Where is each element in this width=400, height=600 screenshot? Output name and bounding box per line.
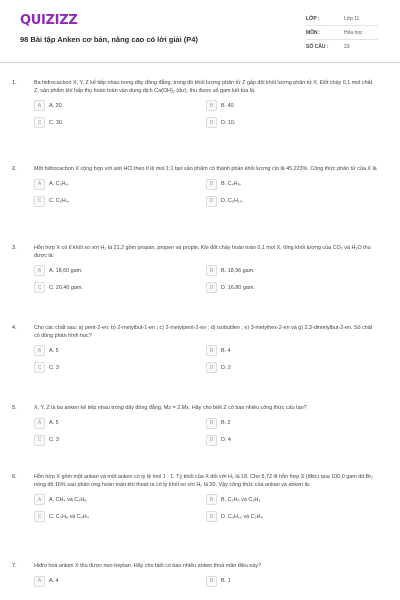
option-text: C. C₃H₈ và C₂H₄ <box>49 513 89 520</box>
option-letter-badge: D <box>206 196 217 207</box>
option-text: B. 40 <box>221 102 234 109</box>
option-d[interactable] <box>206 196 378 207</box>
option-text: A. 5 <box>49 347 59 354</box>
option-b[interactable] <box>206 179 378 190</box>
option-text: C. 3 <box>49 364 59 371</box>
option-a[interactable] <box>34 100 206 111</box>
question-number: 1. <box>12 80 17 86</box>
option-letter-badge: B <box>206 265 217 276</box>
question-number: 3. <box>12 245 17 251</box>
answer-options <box>34 494 378 522</box>
option-letter-badge: A <box>34 100 45 111</box>
meta-value: Hóa học <box>344 29 363 36</box>
option-text: C. 30. <box>49 119 64 126</box>
quizizz-logo: QUIZIZZ <box>20 13 78 28</box>
option-b[interactable] <box>206 265 378 276</box>
option-c[interactable] <box>34 196 206 207</box>
option-b[interactable] <box>206 345 378 356</box>
question-text: Một hiđrocacbon X cộng hợp với axit HCl theo tỉ lệ mol 1:1 tạo sản phẩm có thành phần khối lượng clo là 45,223%. Công thức phân tử của X là <box>34 166 377 172</box>
option-letter-badge: A <box>34 179 45 190</box>
answer-options <box>34 179 378 207</box>
page-title: 98 Bài tập Anken cơ bản, nâng cao có lời giải (P4) <box>20 35 198 44</box>
option-text: D. 4 <box>221 437 231 444</box>
answer-options <box>34 418 378 446</box>
option-text: B. 18,96 gam. <box>221 267 255 274</box>
option-text: D. 16,80 gam. <box>221 284 255 291</box>
option-letter-badge: A <box>34 576 45 587</box>
option-letter-badge: B <box>206 179 217 190</box>
option-letter-badge: B <box>206 418 217 429</box>
option-letter-badge: A <box>34 418 45 429</box>
question-3 <box>12 245 378 293</box>
option-letter-badge: B <box>206 100 217 111</box>
option-text: C. C₂H₄. <box>49 198 70 205</box>
option-c[interactable] <box>34 435 206 446</box>
question-text: Hiđro hoá anken X thu được neo-heptan. Hãy cho biết có bao nhiêu anken thoả mãn điều này? <box>34 563 262 569</box>
question-text: Hỗn hợp X có tỉ khối so với H₂ là 21,2 gồm propan, propen và propin. Khi đốt cháy hoàn toàn 0,1 mol X, tổng khối lượng của CO₂ và H₂O thu được là: <box>34 245 371 259</box>
meta-row-subject <box>306 26 378 40</box>
option-text: C. 3 <box>49 437 59 444</box>
option-letter-badge: C <box>34 435 45 446</box>
option-text: A. 5 <box>49 420 59 427</box>
option-text: A. CH₄ và C₄H₈ <box>49 496 87 503</box>
question-text: Cho các chất sau: a) pent-2-en; b) 2-metylbut-1-en ; c) 2-metylpent-2-en ; d) isobutilen ; e) 3-metylhex-2-en và g) 2,3-dimetylbut-2-en. Số chất có đồng phân hình học? <box>34 325 373 339</box>
option-b[interactable] <box>206 100 378 111</box>
option-a[interactable] <box>34 345 206 356</box>
question-1 <box>12 80 378 128</box>
meta-label: LỚP : <box>306 15 320 22</box>
answer-options <box>34 345 378 373</box>
option-letter-badge: B <box>206 494 217 505</box>
meta-label: SỐ CÂU : <box>306 44 329 50</box>
option-text: A. 20. <box>49 102 64 109</box>
option-letter-badge: A <box>34 265 45 276</box>
answer-options <box>34 265 378 293</box>
option-d[interactable] <box>206 282 378 293</box>
option-text: D. C₅H₁₀. <box>221 198 244 205</box>
option-a[interactable] <box>34 576 206 587</box>
question-2 <box>12 166 378 207</box>
question-number: 5. <box>12 405 17 411</box>
option-b[interactable] <box>206 576 378 587</box>
answer-options <box>34 100 378 128</box>
header <box>18 0 378 62</box>
option-d[interactable] <box>206 435 378 446</box>
option-d[interactable] <box>206 511 378 522</box>
option-text: D. C₄H₁₀ và C₂H₄ <box>221 513 263 520</box>
meta-row-class <box>306 12 378 26</box>
question-6 <box>12 474 378 522</box>
option-letter-badge: D <box>206 117 217 128</box>
meta-row-count <box>306 40 378 54</box>
option-text: A. 4 <box>49 578 59 585</box>
question-number: 6. <box>12 474 17 480</box>
option-text: A. C₃H₆. <box>49 181 70 188</box>
meta-table <box>306 12 378 54</box>
question-number: 4. <box>12 325 17 331</box>
question-number: 2. <box>12 166 17 172</box>
option-b[interactable] <box>206 494 378 505</box>
option-letter-badge: C <box>34 362 45 373</box>
option-text: C. 20,40 gam. <box>49 284 83 291</box>
option-letter-badge: C <box>34 117 45 128</box>
option-text: B. 2 <box>221 420 231 427</box>
option-d[interactable] <box>206 117 378 128</box>
question-text: X, Y, Z là ba anken kế tiếp nhau trong dãy đồng đẳng, Mz = 2.Mx. Hãy cho biết Z có bao nhiêu công thức cấu tạo? <box>34 405 307 411</box>
option-text: B. C₂H₆ và C₃H₆ <box>221 496 261 503</box>
question-5 <box>12 405 378 446</box>
option-a[interactable] <box>34 179 206 190</box>
option-c[interactable] <box>34 117 206 128</box>
question-4 <box>12 325 378 373</box>
option-letter-badge: C <box>34 196 45 207</box>
option-a[interactable] <box>34 418 206 429</box>
option-text: B. C₄H₈. <box>221 181 242 188</box>
option-letter-badge: A <box>34 494 45 505</box>
option-text: B. 1 <box>221 578 231 585</box>
question-text: Hỗn hợp X gồm một ankan và một anken có tỷ lệ mol 1 : 1. Tỷ khối của X đối với H₂ là 18. Cho 6,72 lít hỗn hợp X (đktc) qua 100,0 gam dd Br₂ nồng độ 16% sau phản ứng hoàn toàn khí thoát ra có tỷ khối so với H₂ là 20. Vậy công thức của ankan và anken là: <box>34 474 374 488</box>
option-text: D. 10. <box>221 119 236 126</box>
meta-label: MÔN : <box>306 29 321 36</box>
option-a[interactable] <box>34 494 206 505</box>
option-letter-badge: D <box>206 362 217 373</box>
option-letter-badge: B <box>206 576 217 587</box>
question-number: 7. <box>12 563 17 569</box>
option-letter-badge: C <box>34 511 45 522</box>
option-text: B. 4 <box>221 347 231 354</box>
option-letter-badge: C <box>34 282 45 293</box>
header-divider <box>0 62 400 63</box>
meta-value: Lớp 11 <box>344 15 360 22</box>
option-a[interactable] <box>34 265 206 276</box>
option-letter-badge: D <box>206 511 217 522</box>
option-letter-badge: D <box>206 282 217 293</box>
option-text: D. 2 <box>221 364 231 371</box>
option-c[interactable] <box>34 362 206 373</box>
option-c[interactable] <box>34 282 206 293</box>
option-d[interactable] <box>206 362 378 373</box>
option-c[interactable] <box>34 511 206 522</box>
option-letter-badge: A <box>34 345 45 356</box>
question-text: Ba hiđrocacbon X, Y, Z kế tiếp nhau trong dãy đồng đẳng, trong đó khối lượng phân tử Z gấp đôi khối lượng phân tử X. Đốt cháy 0,1 mol chất Z, sản phẩm khí hấp thụ hoàn toàn vào dung dịch Ca(OH)₂ (dư), thu được số gam kết tủa là: <box>34 80 373 94</box>
option-b[interactable] <box>206 418 378 429</box>
question-7 <box>12 563 378 587</box>
answer-options <box>34 576 378 587</box>
meta-value: 23 <box>344 44 350 50</box>
option-letter-badge: B <box>206 345 217 356</box>
option-letter-badge: D <box>206 435 217 446</box>
option-text: A. 18,60 gam. <box>49 267 83 274</box>
